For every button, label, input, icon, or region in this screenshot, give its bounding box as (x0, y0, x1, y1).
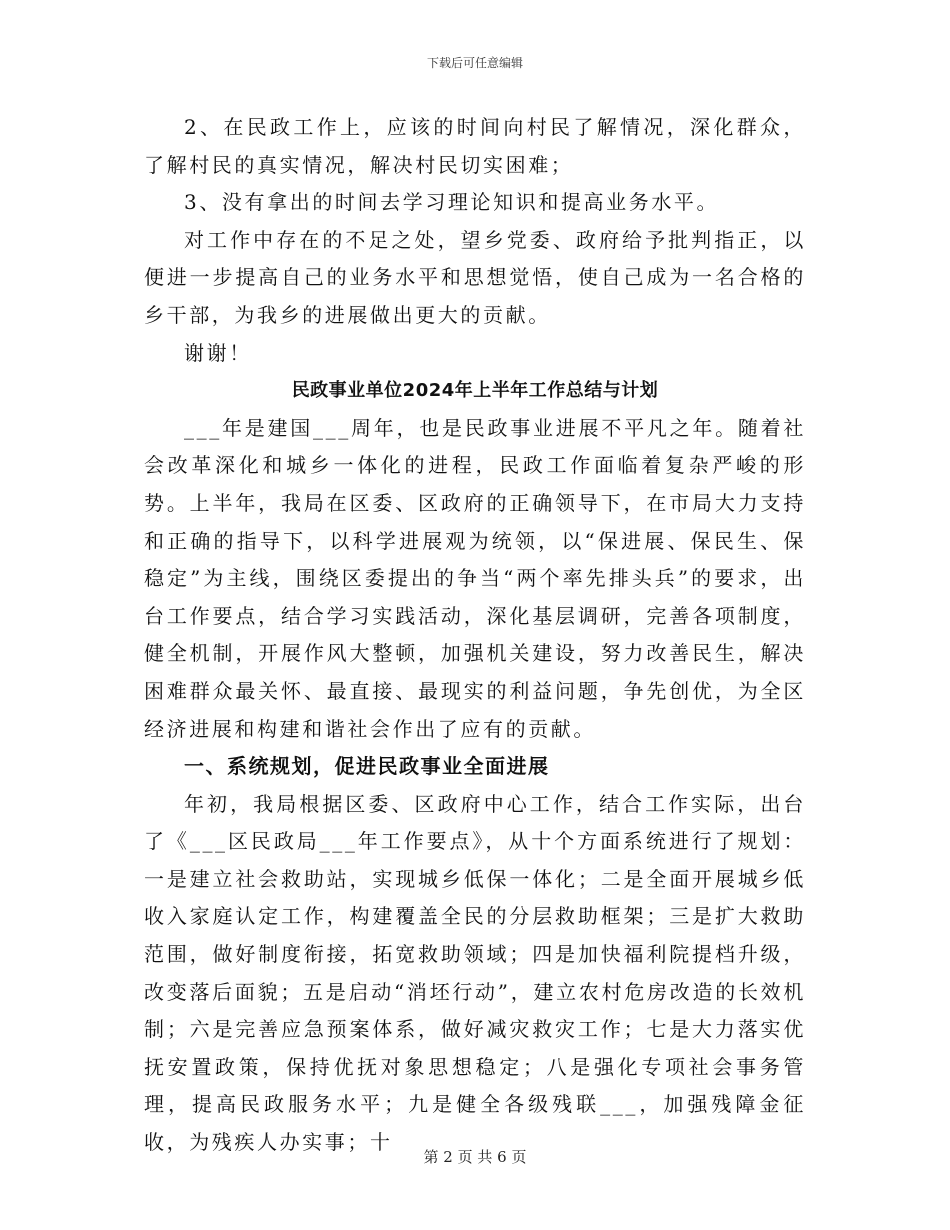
page-footer: 第 2 页 共 6 页 (423, 1148, 527, 1166)
section-heading-1: 一、系统规划，促进民政事业全面进展 (184, 754, 550, 779)
paragraph-item-3: 3、没有拿出的时间去学习理论知识和提高业务水平。 (184, 190, 720, 215)
document-body (144, 109, 806, 1162)
page-header: 下载后可任意编辑 (426, 56, 523, 70)
paragraph-thanks: 谢谢！ (184, 340, 252, 365)
paragraph-shortcomings: 对工作中存在的不足之处，望乡党委、政府给予批判指正，以便进一步提高自己的业务水平和思想觉悟，使自己成为一名合格的乡干部，为我乡的进展做出更大的贡献。 (144, 227, 806, 327)
paragraph-section-1: 年初，我局根据区委、区政府中心工作，结合工作实际，出台了《___区民政局___年工作要点》，从十个方面系统进行了规划：一是建立社会救助站，实现城乡低保一体化；二是全面开展城乡低收入家庭认定工作，构建覆盖全民的分层救助框架；三是扩大救助范围，做好制度衔接，拓宽救助领域；四是加快福利院提档升级，改变落后面貌；五是启动“消坯行动”，建立农村危房改造的长效机制；六是完善应急预案体系，做好减灾救灾工作；七是大力落实优抚安置政策，保持优抚对象思想稳定；八是强化专项社会事务管理，提高民政服务水平；九是健全各级残联___，加强残障金征收，为残疾人办实事；十 (144, 791, 806, 1155)
paragraph-intro: ___年是建国___周年，也是民政事业进展不平凡之年。随着社会改革深化和城乡一体化的进程，民政工作面临着复杂严峻的形势。上半年，我局在区委、区政府的正确领导下，在市局大力支持和正确的指导下，以科学进展观为统领，以“保进展、保民生、保稳定”为主线，围绕区委提出的争当“两个率先排头兵”的要求，出台工作要点，结合学习实践活动，深化基层调研，完善各项制度，健全机制，开展作风大整顿，加强机关建设，努力改善民生，解决困难群众最关怀、最直接、最现实的利益问题，争先创优，为全区经济进展和构建和谐社会作出了应有的贡献。 (144, 415, 806, 741)
paragraph-item-2: 2、在民政工作上，应该的时间向村民了解情况，深化群众，了解村民的真实情况，解决村民切实困难； (144, 115, 806, 177)
document-title: 民政事业单位2024年上半年工作总结与计划 (291, 380, 659, 402)
